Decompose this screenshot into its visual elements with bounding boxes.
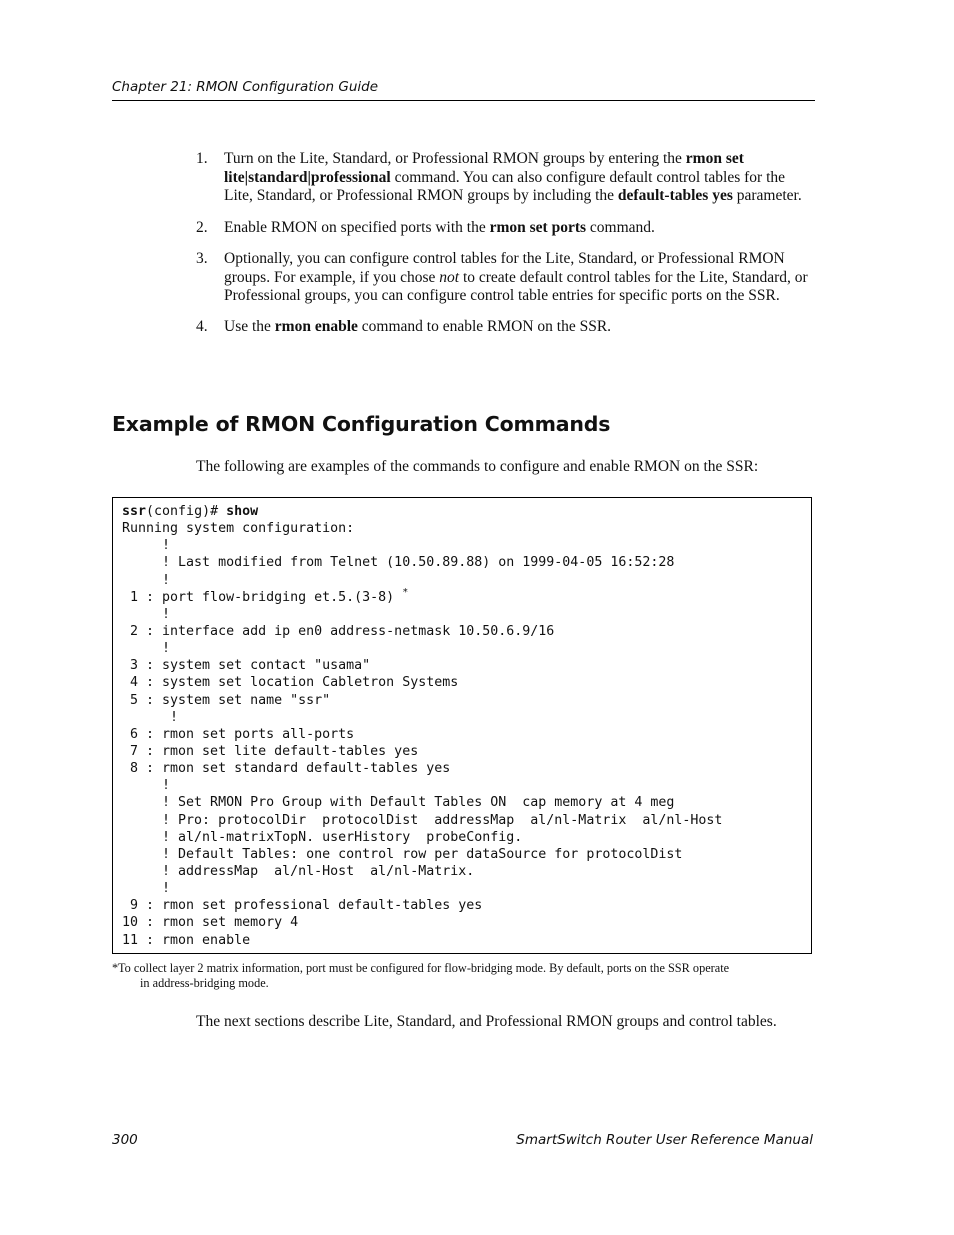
code-line-text: 11 : rmon enable [122, 932, 251, 948]
code-line-text: 2 : interface add ip en0 address-netmask 10.50.6.9/16 [122, 623, 555, 639]
step-item [196, 250, 811, 306]
code-line-text: ! [122, 709, 179, 725]
code-line-text: 3 : system set contact "usama" [122, 658, 371, 674]
running-head: Chapter 21: RMON Configuration Guide [112, 79, 815, 101]
step-text: command. [586, 218, 655, 236]
code-line [122, 657, 811, 674]
step-command-text: rmon set ports [489, 218, 587, 236]
section-heading: Example of RMON Configuration Commands [112, 412, 611, 436]
code-line [122, 829, 811, 846]
step-command-text: rmon set lite|standard|professional [224, 150, 744, 186]
step-item [196, 150, 811, 206]
footnote-text-line1: To collect layer 2 matrix information, port must be configured for flow-bridging mode. By default, ports on the SSR operate [118, 961, 730, 975]
code-line [122, 572, 811, 589]
code-line-text: ! [122, 881, 171, 897]
code-line [122, 777, 811, 794]
code-line-text: ! Last modified from Telnet (10.50.89.88) on 1999-04-05 16:52:28 [122, 555, 675, 571]
step-number: 3. [196, 249, 208, 267]
step-text: parameter. [732, 187, 802, 205]
footnote [112, 961, 802, 991]
page-number: 300 [112, 1132, 138, 1148]
code-line [122, 846, 811, 863]
code-footnote-marker: * [402, 586, 409, 598]
step-number: 1. [196, 150, 208, 167]
code-line [122, 932, 811, 949]
code-line-text: 1 : port flow-bridging et.5.(3-8) [122, 589, 395, 605]
code-line-text: 9 : rmon set professional default-tables yes [122, 898, 483, 914]
code-line [122, 692, 811, 709]
step-text: command. You can also configure default control tables for the Lite, Standard, or Professional RMON groups by including the [224, 168, 786, 205]
code-line [122, 897, 811, 914]
footnote-text-line2: in address-bridging mode. [140, 976, 269, 990]
code-line-text: ! [122, 778, 171, 794]
code-line-text: ! Pro: protocolDir protocolDist addressMap al/nl-Matrix al/nl-Host [122, 812, 723, 828]
code-line-text: ! [122, 538, 171, 554]
step-text: command to enable RMON on the SSR. [357, 318, 612, 336]
code-line [122, 863, 811, 880]
code-prompt-line [122, 503, 811, 520]
footnote-marker: * [112, 961, 119, 975]
procedure-steps [196, 150, 811, 350]
step-text: to create default control tables for the Lite, Standard, or Professional groups, you can configure control table entries for specific ports on the SSR. [224, 268, 808, 305]
code-line [122, 606, 811, 623]
section-intro: The following are examples of the commands to configure and enable RMON on the SSR: [196, 458, 759, 475]
code-line [122, 709, 811, 726]
code-line-text: ! [122, 641, 171, 657]
code-line [122, 794, 811, 811]
code-line [122, 726, 811, 743]
code-line-text: 10 : rmon set memory 4 [122, 915, 299, 931]
code-line-text: ! [122, 606, 171, 622]
code-example-box [112, 497, 812, 954]
code-line [122, 537, 811, 554]
step-text: Optionally, you can configure control tables for the Lite, Standard, or Professional RMON groups. For example, if you chose [224, 249, 785, 286]
step-number: 4. [196, 318, 208, 336]
code-line-text: ! Set RMON Pro Group with Default Tables ON cap memory at 4 meg [122, 795, 675, 811]
code-line-text: 6 : rmon set ports all-ports [122, 726, 355, 742]
prompt-host: ssr [122, 504, 147, 519]
code-line [122, 880, 811, 897]
code-line-text: Running system configuration: [122, 521, 355, 537]
prompt-command: show [226, 504, 259, 519]
code-line [122, 812, 811, 829]
step-item [196, 318, 811, 337]
code-line [122, 760, 811, 777]
code-line-text: 5 : system set name "ssr" [122, 692, 331, 708]
code-line [122, 914, 811, 931]
code-line [122, 586, 811, 606]
step-command-text: default-tables yes [617, 187, 733, 205]
step-text: Turn on the Lite, Standard, or Professional RMON groups by entering the [224, 150, 686, 167]
code-line-text: 7 : rmon set lite default-tables yes [122, 743, 419, 759]
code-line-text: ! [122, 572, 171, 588]
code-line-text: ! addressMap al/nl-Host al/nl-Matrix. [122, 863, 475, 879]
code-line [122, 520, 811, 537]
step-emphasis-text: not [439, 268, 460, 286]
step-text: Enable RMON on specified ports with the [224, 218, 490, 236]
closing-paragraph: The next sections describe Lite, Standard, and Professional RMON groups and control tables. [196, 1013, 777, 1030]
code-line-text: ! al/nl-matrixTopN. userHistory probeConfig. [122, 829, 523, 845]
step-number: 2. [196, 218, 208, 236]
code-line [122, 623, 811, 640]
manual-title: SmartSwitch Router User Reference Manual [516, 1132, 813, 1148]
step-command-text: rmon enable [274, 318, 358, 336]
code-line-text: 4 : system set location Cabletron Systems [122, 675, 459, 691]
code-line [122, 554, 811, 571]
code-line [122, 743, 811, 760]
code-line-text: 8 : rmon set standard default-tables yes [122, 761, 451, 777]
step-text: Use the [224, 318, 275, 336]
code-line-text: ! Default Tables: one control row per dataSource for protocolDist [122, 846, 683, 862]
prompt-mode: (config)# [146, 504, 227, 519]
step-item [196, 219, 811, 238]
code-line [122, 674, 811, 691]
code-line [122, 640, 811, 657]
